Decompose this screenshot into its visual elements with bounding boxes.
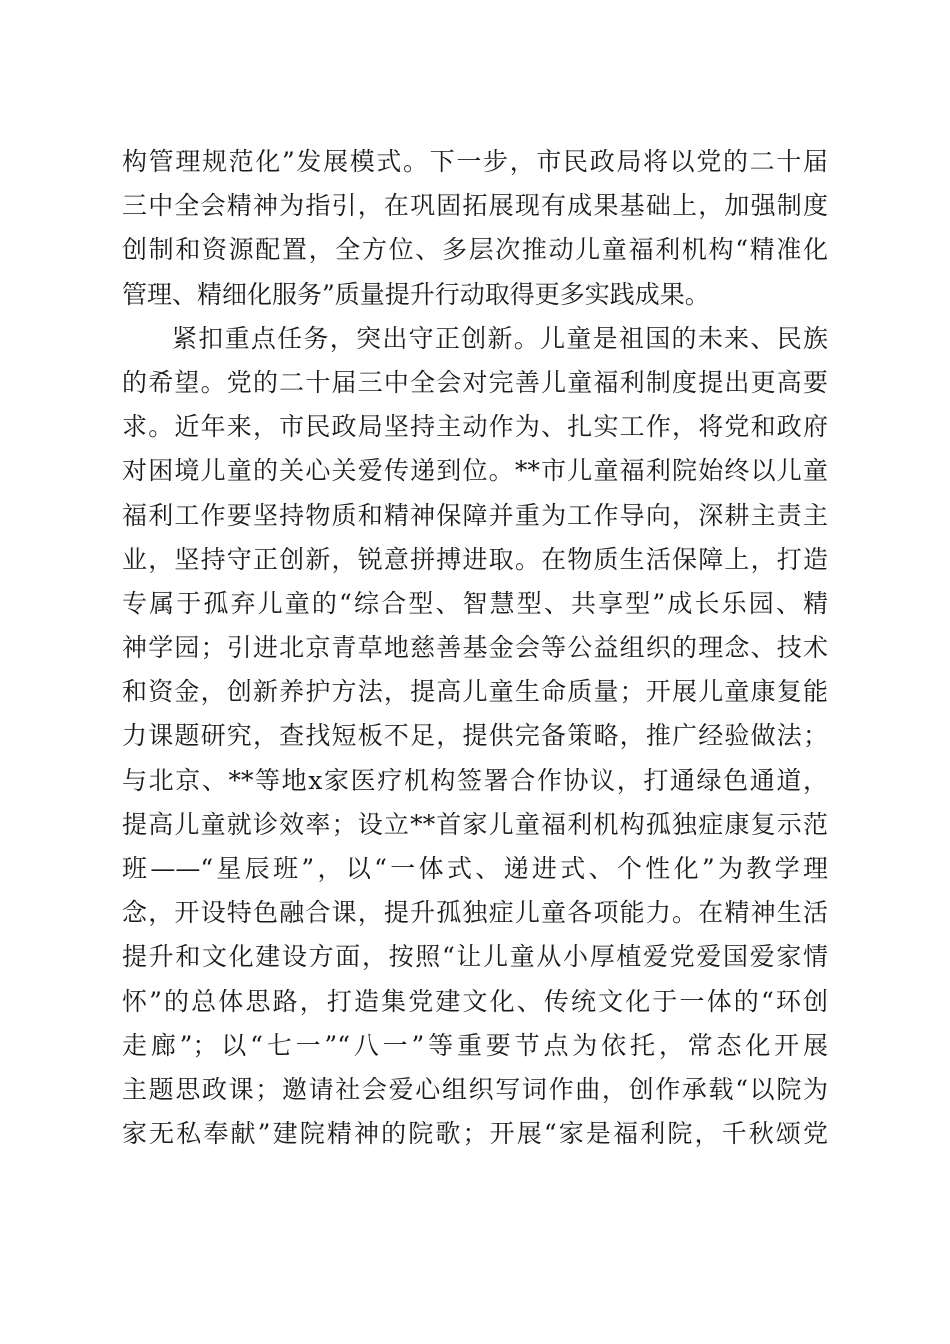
text-line: 紧扣重点任务，突出守正创新。儿童是祖国的未来、民族 bbox=[172, 323, 828, 353]
text-line: 力课题研究，查找短板不足，提供完备策略，推广经验做法； bbox=[122, 721, 828, 751]
text-line: 专属于孤弃儿童的“综合型、智慧型、共享型”成长乐园、精 bbox=[122, 588, 828, 618]
text-line: 对困境儿童的关心关爱传递到位。**市儿童福利院始终以儿童 bbox=[122, 456, 828, 486]
paragraph-1 bbox=[122, 140, 828, 317]
text-line: 业，坚持守正创新，锐意拼搏进取。在物质生活保障上，打造 bbox=[122, 544, 828, 574]
text-line: 怀”的总体思路，打造集党建文化、传统文化于一体的“环创 bbox=[122, 986, 828, 1016]
text-line: 与北京、**等地x家医疗机构签署合作协议，打通绿色通道， bbox=[122, 765, 828, 795]
body-text bbox=[122, 140, 828, 1156]
text-line: 提高儿童就诊效率；设立**首家儿童福利机构孤独症康复示范 bbox=[122, 809, 828, 839]
text-line: 的希望。党的二十届三中全会对完善儿童福利制度提出更高要 bbox=[122, 367, 828, 397]
text-line: 创制和资源配置，全方位、多层次推动儿童福利机构“精准化 bbox=[122, 235, 828, 265]
text-line: 主题思政课；邀请社会爱心组织写词作曲，创作承载“以院为 bbox=[122, 1074, 828, 1104]
text-line: 福利工作要坚持物质和精神保障并重为工作导向，深耕主责主 bbox=[122, 500, 828, 530]
text-line: 构管理规范化”发展模式。下一步，市民政局将以党的二十届 bbox=[122, 147, 828, 176]
text-line: 走廊”；以“七一”“八一”等重要节点为依托，常态化开展 bbox=[122, 1030, 828, 1060]
text-line: 班——“星辰班”，以“一体式、递进式、个性化”为教学理 bbox=[122, 854, 828, 883]
text-line: 提升和文化建设方面，按照“让儿童从小厚植爱党爱国爱家情 bbox=[122, 942, 828, 972]
text-line: 和资金，创新养护方法，提高儿童生命质量；开展儿童康复能 bbox=[122, 677, 828, 707]
text-line: 求。近年来，市民政局坚持主动作为、扎实工作，将党和政府 bbox=[122, 412, 828, 442]
text-line: 管理、精细化服务”质量提升行动取得更多实践成果。 bbox=[122, 279, 710, 309]
text-line: 家无私奉献”建院精神的院歌；开展“家是福利院，千秋颂党 bbox=[122, 1119, 828, 1149]
text-line: 神学园；引进北京青草地慈善基金会等公益组织的理念、技术 bbox=[122, 633, 828, 663]
paragraph-2 bbox=[122, 317, 828, 1157]
text-line: 念，开设特色融合课，提升孤独症儿童各项能力。在精神生活 bbox=[122, 898, 828, 928]
text-line: 三中全会精神为指引，在巩固拓展现有成果基础上，加强制度 bbox=[122, 191, 828, 221]
